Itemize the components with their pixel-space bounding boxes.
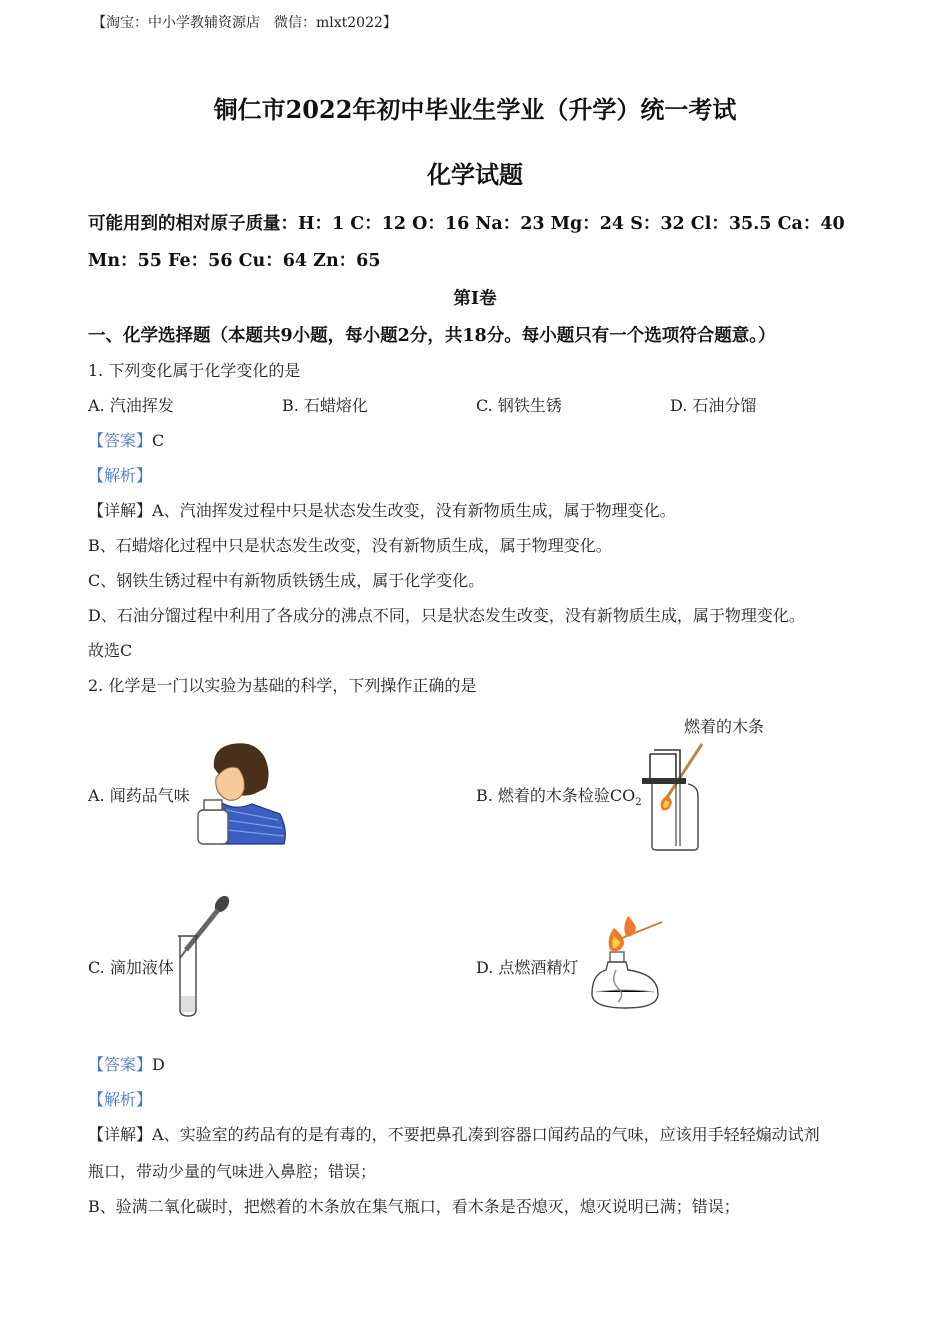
- detail-text: A、汽油挥发过程中只是状态发生改变，没有新物质生成，属于物理变化。: [152, 501, 676, 520]
- detail-tag: 【详解】: [88, 1125, 153, 1144]
- atomic-mass-line-1: 可能用到的相对原子质量：H：1 C：12 O：16 Na：23 Mg：24 S：32 Cl：35.5 Ca：40: [88, 214, 845, 234]
- q1-conclusion: 故选C: [88, 641, 133, 660]
- q2-detail-a-cont: 瓶口，带动少量的气味进入鼻腔；错误；: [88, 1162, 377, 1181]
- exam-title: 铜仁市2022年初中毕业生学业（升学）统一考试: [213, 95, 737, 124]
- q1-detail-c: C、钢铁生锈过程中有新物质铁锈生成，属于化学变化。: [88, 571, 485, 590]
- q2-detail-a: [88, 1122, 820, 1145]
- q2-option-a: A. 闻药品气味: [88, 786, 190, 805]
- detail-tag: 【详解】: [88, 501, 153, 520]
- q2-option-d: D. 点燃酒精灯: [476, 958, 579, 977]
- q1-detail-b: B、石蜡熔化过程中只是状态发生改变，没有新物质生成，属于物理变化。: [88, 536, 612, 555]
- atomic-mass-line-2: Mn：55 Fe：56 Cu：64 Zn：65: [88, 251, 381, 271]
- q2-option-c: C. 滴加液体: [88, 958, 174, 977]
- option-b-text: B. 燃着的木条检验CO: [476, 786, 636, 805]
- alcohol-lamp-illustration: [584, 912, 668, 1014]
- q1-stem: 1. 下列变化属于化学变化的是: [88, 361, 301, 380]
- detail-text: A、实验室的药品有的是有毒的，不要把鼻孔凑到容器口闻药品的气味，应该用手轻轻煽动试剂: [152, 1125, 820, 1144]
- smelling-reagent-illustration: [192, 738, 292, 848]
- q1-detail-d: D、石油分馏过程中利用了各成分的沸点不同，只是状态发生改变，没有新物质生成，属于物理变化。: [88, 606, 805, 625]
- volume-heading: 第Ⅰ卷: [453, 289, 497, 309]
- q1-answer: [88, 428, 164, 451]
- gas-bottle-illustration: [640, 740, 710, 855]
- answer-value: D: [152, 1055, 165, 1074]
- q2-answer: [88, 1052, 165, 1075]
- answer-tag: 【答案】: [88, 1055, 153, 1074]
- q1-option-b: B. 石蜡熔化: [282, 396, 368, 415]
- page-header: 【淘宝：中小学教辅资源店 微信：mlxt2022】: [92, 15, 397, 31]
- q1-analysis-tag: 【解析】: [88, 466, 153, 485]
- section-heading: 一、化学选择题（本题共9小题，每小题2分，共18分。每小题只有一个选项符合题意。）: [88, 326, 776, 346]
- q1-option-d: D. 石油分馏: [670, 396, 757, 415]
- exam-subtitle: 化学试题: [427, 160, 523, 189]
- q1-option-c: C. 钢铁生锈: [476, 396, 562, 415]
- option-b-subscript: 2: [635, 797, 642, 809]
- q2-detail-b: B、验满二氧化碳时，把燃着的木条放在集气瓶口，看木条是否熄灭，熄灭说明已满；错误；: [88, 1197, 740, 1216]
- q2-option-b: [476, 783, 642, 808]
- q1-detail-a: [88, 498, 676, 521]
- q2-analysis-tag: 【解析】: [88, 1090, 153, 1109]
- q2-stem: 2. 化学是一门以实验为基础的科学，下列操作正确的是: [88, 676, 477, 695]
- burning-stick-caption: 燃着的木条: [684, 717, 765, 736]
- answer-tag: 【答案】: [88, 431, 153, 450]
- q1-option-a: A. 汽油挥发: [88, 396, 174, 415]
- answer-value: C: [152, 431, 165, 450]
- dropper-illustration: [176, 892, 236, 1022]
